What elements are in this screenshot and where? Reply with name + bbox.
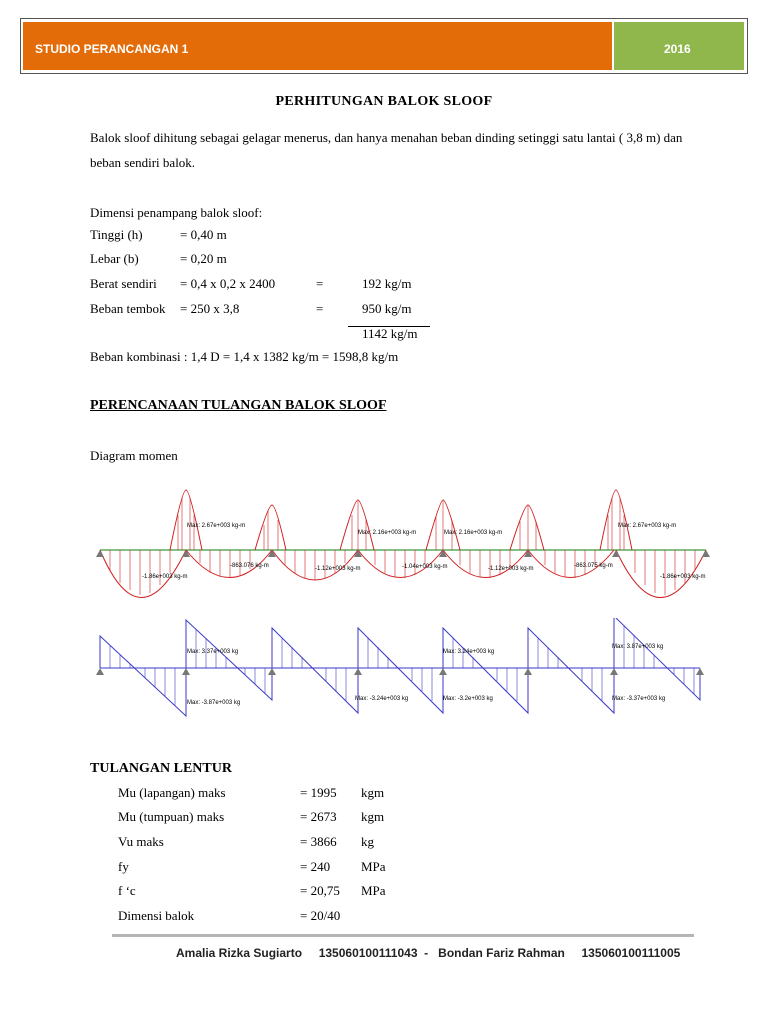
berat-expression: = 0,4 x 0,2 x 2400 bbox=[180, 276, 276, 291]
page-header bbox=[20, 18, 748, 74]
moment-label-8: -1.12e+003 kg-m bbox=[488, 566, 534, 572]
moment-diagram bbox=[90, 485, 720, 610]
tembok-value: 950 kg/m bbox=[362, 301, 412, 316]
lentur-row-value: = 20/40 bbox=[300, 908, 341, 923]
moment-label-11: -1.86e+003 kg-m bbox=[660, 574, 706, 580]
moment-label-3: -863.076 kg-m bbox=[230, 563, 269, 569]
moment-label-9: -863.075 kg-m bbox=[574, 563, 613, 569]
header-studio-title: STUDIO PERANCANGAN 1 bbox=[35, 42, 189, 56]
lentur-row-label: Mu (lapangan) maks bbox=[118, 785, 226, 800]
moment-span-5 bbox=[443, 550, 528, 578]
shear-label-2: Max: -3.87e+003 kg bbox=[187, 700, 241, 706]
shear-span-2 bbox=[186, 620, 272, 700]
dimension-heading: Dimensi penampang balok sloof: bbox=[90, 205, 263, 220]
tinggi-value: = 0,40 m bbox=[180, 227, 227, 242]
footer-authors: Amalia Rizka Sugiarto 135060100111043 - Bondan Fariz Rahman 135060100111005 bbox=[176, 946, 681, 960]
moment-peak-1 bbox=[170, 490, 202, 550]
berat-equals: = bbox=[316, 276, 324, 291]
moment-label-6: -1.04e+003 kg-m bbox=[402, 564, 448, 570]
shear-label-4: Max: 3.24e+003 kg bbox=[443, 649, 495, 655]
lentur-row-unit: kg bbox=[361, 834, 374, 849]
lentur-row-label: fy bbox=[118, 859, 129, 874]
intro-paragraph: Balok sloof dihitung sebagai gelagar menerus, dan hanya menahan beban dinding setinggi satu lantai ( 3,8 m) dan beban sendiri balok. bbox=[90, 130, 683, 170]
lentur-row-unit: MPa bbox=[361, 859, 386, 874]
lentur-row-label: f ‘c bbox=[118, 883, 136, 898]
lentur-row-unit: MPa bbox=[361, 883, 386, 898]
lentur-row-label: Mu (tumpuan) maks bbox=[118, 809, 225, 824]
diagram-label: Diagram momen bbox=[90, 448, 178, 463]
shear-label-6: Max: 3.87e+003 kg bbox=[612, 644, 664, 650]
moment-label-7: Max: 2.16e+003 kg-m bbox=[444, 530, 503, 536]
shear-span-3 bbox=[272, 628, 358, 713]
shear-label-1: Max: 3.37e+003 kg bbox=[187, 649, 239, 655]
tembok-expression: = 250 x 3,8 bbox=[180, 301, 240, 316]
shear-span-1 bbox=[100, 636, 186, 716]
lentur-row bbox=[118, 859, 618, 879]
lentur-row-value: = 2673 bbox=[300, 809, 337, 824]
moment-supports bbox=[96, 550, 710, 557]
moment-peak-5 bbox=[510, 505, 544, 550]
berat-label: Berat sendiri bbox=[90, 276, 157, 291]
lentur-row bbox=[118, 809, 618, 829]
lentur-row-value: = 240 bbox=[300, 859, 331, 874]
shear-diagram bbox=[90, 618, 720, 723]
berat-value: 192 kg/m bbox=[362, 276, 412, 291]
section-heading: PERENCANAAN TULANGAN BALOK SLOOF bbox=[90, 398, 387, 413]
header-left-band bbox=[23, 22, 612, 70]
moment-peak-6 bbox=[600, 490, 632, 550]
shear-label-7: Max: -3.37e+003 kg bbox=[612, 696, 666, 702]
total-value: 1142 kg/m bbox=[362, 326, 418, 341]
lebar-value: = 0,20 m bbox=[180, 251, 227, 266]
shear-span-7 bbox=[614, 618, 700, 700]
lentur-row-value: = 1995 bbox=[300, 785, 337, 800]
shear-span-6 bbox=[528, 628, 614, 713]
lentur-row bbox=[118, 785, 618, 805]
header-year: 2016 bbox=[664, 42, 691, 56]
lentur-row-label: Vu maks bbox=[118, 834, 164, 849]
tulangan-lentur-heading: TULANGAN LENTUR bbox=[90, 761, 232, 776]
moment-label-10: Max: 2.67e+003 kg-m bbox=[618, 523, 677, 529]
shear-label-3: Max: -3.24e+003 kg bbox=[355, 696, 409, 702]
footer-divider bbox=[112, 934, 694, 937]
moment-peak-3 bbox=[340, 500, 374, 550]
lentur-row-value: = 3866 bbox=[300, 834, 337, 849]
tembok-label: Beban tembok bbox=[90, 301, 166, 316]
tinggi-label: Tinggi (h) bbox=[90, 227, 143, 242]
lentur-row bbox=[118, 834, 618, 854]
lentur-row-label: Dimensi balok bbox=[118, 908, 195, 923]
moment-label-5: -1.12e+003 kg-m bbox=[315, 566, 361, 572]
tembok-equals: = bbox=[316, 301, 324, 316]
moment-label-4: Max: 2.16e+003 kg-m bbox=[358, 530, 417, 536]
shear-supports bbox=[96, 668, 704, 675]
lentur-row-unit: kgm bbox=[361, 785, 385, 800]
shear-label-5: Max: -3.2e+003 kg bbox=[443, 696, 493, 702]
document-title: PERHITUNGAN BALOK SLOOF bbox=[275, 94, 493, 109]
lebar-label: Lebar (b) bbox=[90, 251, 139, 266]
moment-label-2: -1.86e+003 kg-m bbox=[142, 574, 188, 580]
moment-peak-2 bbox=[255, 505, 286, 550]
header-right-band bbox=[614, 22, 744, 70]
moment-label-1: Max: 2.67e+003 kg-m bbox=[187, 523, 246, 529]
moment-hatching bbox=[110, 497, 695, 595]
shear-hatching bbox=[110, 626, 694, 706]
lentur-row-unit: kgm bbox=[361, 809, 385, 824]
lentur-row bbox=[118, 883, 618, 903]
lentur-row bbox=[118, 908, 618, 928]
kombinasi-text: Beban kombinasi : 1,4 D = 1,4 x 1382 kg/m = 1598,8 kg/m bbox=[90, 349, 399, 364]
lentur-row-value: = 20,75 bbox=[300, 883, 340, 898]
